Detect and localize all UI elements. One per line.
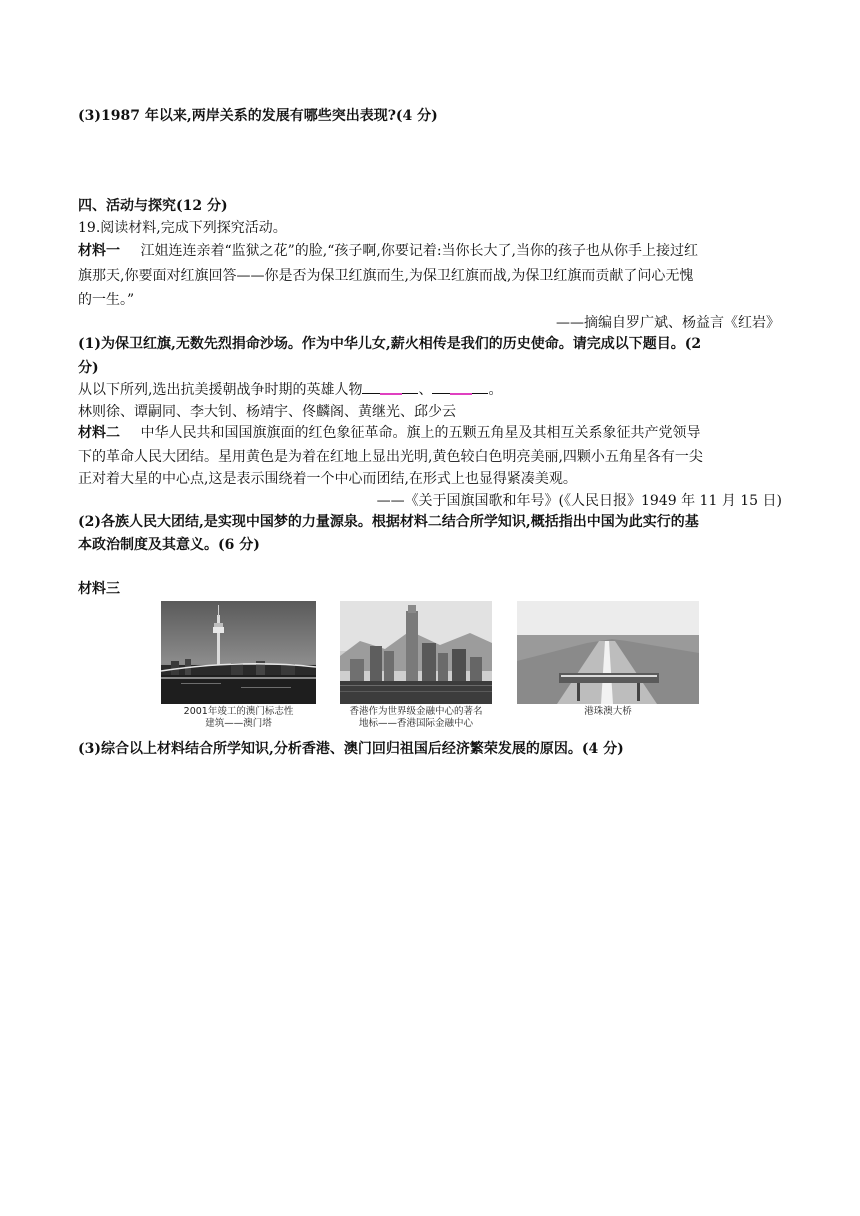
material-1-line-3: 的一生。” <box>78 292 135 308</box>
question-19-stem: 19.阅读材料,完成下列探究活动。 <box>78 220 287 236</box>
macau-tower-photo <box>161 601 316 704</box>
material-1-line-2: 旗那天,你要面对红旗回答——你是否为保卫红旗而生,为保卫红旗而战,为保卫红旗而贡献了问心无愧 <box>78 268 694 284</box>
blank-end: 。 <box>488 382 503 398</box>
hong-kong-ifc-photo <box>340 601 492 704</box>
question-2-line-1: (2)各族人民大团结,是实现中国梦的力量源泉。根据材料二结合所学知识,概括指出中国为此实行的基 <box>78 514 699 530</box>
hzmb-bridge-caption <box>517 706 699 718</box>
question-1-prompt-text: 从以下所列,选出抗美援朝战争时期的英雄人物 <box>78 382 363 398</box>
answer-blank-1[interactable] <box>362 378 418 394</box>
material-2-line-3: 正对着大星的中心点,这是表示围绕着一个中心而团结,在形式上也显得紧凑美观。 <box>78 471 577 487</box>
question-1-line-2: 分) <box>78 360 99 376</box>
material-2-line-1 <box>78 420 700 446</box>
blank-separator: 、 <box>418 382 433 398</box>
caption-2-line-1: 香港作为世界级金融中心的著名 <box>349 706 483 717</box>
material-1-text-1: 江姐连连亲着“监狱之花”的脸,“孩子啊,你要记着:当你长大了,当你的孩子也从你手上接过红 <box>140 243 698 259</box>
material-1-line-1 <box>78 238 698 264</box>
section-heading: 四、活动与探究(12 分) <box>78 198 228 214</box>
caption-1-line-1: 2001年竣工的澳门标志性 <box>183 706 294 717</box>
question-2-line-2: 本政治制度及其意义。(6 分) <box>78 537 260 553</box>
material-1-source: ——摘编自罗广斌、杨益言《红岩》 <box>556 315 780 331</box>
material-1-label: 材料一 <box>78 243 120 259</box>
question-3-two-sides: (3)1987 年以来,两岸关系的发展有哪些突出表现?(4 分) <box>78 108 438 124</box>
hzmb-bridge-photo <box>517 601 699 704</box>
caption-1-line-2: 建筑——澳门塔 <box>205 718 272 729</box>
question-3-hk-macau: (3)综合以上材料结合所学知识,分析香港、澳门回归祖国后经济繁荣发展的原因。(4 分) <box>78 741 624 757</box>
question-1-line-1: (1)为保卫红旗,无数先烈捐命沙场。作为中华儿女,薪火相传是我们的历史使命。请完成以下题目。(2 <box>78 336 702 352</box>
material-3-label: 材料三 <box>78 581 120 597</box>
caption-3-line-1: 港珠澳大桥 <box>584 706 632 717</box>
material-2-label: 材料二 <box>78 425 120 441</box>
material-2-source: ——《关于国旗国歌和年号》(《人民日报》1949 年 11 月 15 日) <box>376 493 782 509</box>
macau-tower-caption <box>161 706 316 730</box>
question-1-options: 林则徐、谭嗣同、李大钊、杨靖宇、佟麟阁、黄继光、邱少云 <box>78 404 456 420</box>
caption-2-line-2: 地标——香港国际金融中心 <box>358 718 473 729</box>
hong-kong-ifc-caption <box>333 706 499 730</box>
material-2-text-1: 中华人民共和国国旗旗面的红色象征革命。旗上的五颗五角星及其相互关系象征共产党领导 <box>140 425 701 441</box>
material-2-line-2: 下的革命人民大团结。星用黄色是为着在红地上显出光明,黄色较白色明亮美丽,四颗小五角星各有一尖 <box>78 449 703 465</box>
answer-blank-2[interactable] <box>432 378 488 394</box>
